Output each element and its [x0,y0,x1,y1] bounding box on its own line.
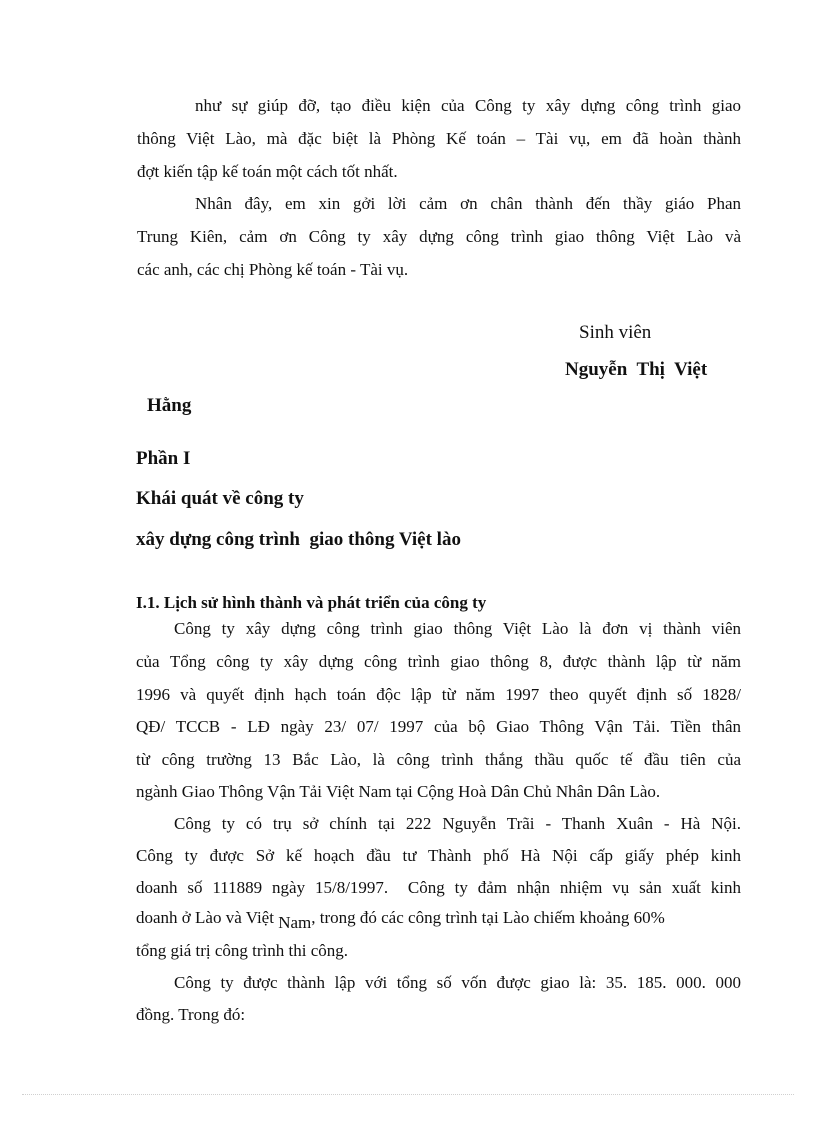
part-title-line-1: Khái quát về công ty [136,488,304,509]
section-p1-line-1: Công ty xây dựng công trình giao thông Việt Lào là đơn vị thành viên [174,619,741,638]
section-p1-line-6: ngành Giao Thông Vận Tải Việt Nam tại Cộng Hoà Dân Chủ Nhân Dân Lào. [136,782,661,801]
page-bottom-dotted-border [22,1094,794,1095]
section-p2-line-2: Công ty được Sở kế hoạch đầu tư Thành phố Hà Nội cấp giấy phép kinh [136,846,741,865]
intro-p2-line-2: Trung Kiên, cảm ơn Công ty xây dựng công trình giao thông Việt Lào và [137,227,741,246]
section-p2-line-1: Công ty có trụ sở chính tại 222 Nguyễn Trãi - Thanh Xuân - Hà Nội. [174,814,741,833]
section-p2-line-4-b: , trong đó các công trình tại Lào chiếm khoảng 60% [311,908,665,927]
intro-p1-line-1: như sự giúp đỡ, tạo điều kiện của Công ty xây dựng công trình giao [195,96,741,115]
section-p2-line-3: doanh số 111889 ngày 15/8/1997. Công ty đảm nhận nhiệm vụ sản xuất kinh [136,878,741,897]
signature-name: Nguyễn Thị Việt [565,359,708,380]
intro-p2-line-1: Nhân đây, em xin gởi lời cảm ơn chân thành đến thầy giáo Phan [195,194,741,213]
section-p1-line-3: 1996 và quyết định hạch toán độc lập từ năm 1997 theo quyết định số 1828/ [136,685,741,704]
intro-p1-line-3: đợt kiến tập kế toán một cách tốt nhất. [137,162,398,181]
part-label: Phần I [136,448,191,469]
intro-p2-line-3: các anh, các chị Phòng kế toán - Tài vụ. [137,260,409,279]
signature-name-cont: Hằng [147,395,192,416]
intro-p1-line-2: thông Việt Lào, mà đặc biệt là Phòng Kế toán – Tài vụ, em đã hoàn thành [137,129,741,148]
section-p2-line-4 [136,907,665,932]
section-p3-line-2: đồng. Trong đó: [136,1005,246,1024]
section-p1-line-2: của Tổng công ty xây dựng công trình giao thông 8, được thành lập từ năm [136,652,741,671]
section-p2-line-4-a: doanh ở Lào và Việt [136,908,279,927]
section-p2-line-5: tổng giá trị công trình thi công. [136,941,348,960]
section-p1-line-4: QĐ/ TCCB - LĐ ngày 23/ 07/ 1997 của bộ Giao Thông Vận Tải. Tiền thân [136,717,741,736]
section-p3-line-1: Công ty được thành lập với tổng số vốn được giao là: 35. 185. 000. 000 [174,973,741,992]
part-title-line-2: xây dựng công trình giao thông Việt lào [136,529,461,550]
section-p1-line-5: từ công trường 13 Bắc Lào, là công trình thắng thầu quốc tế đầu tiên của [136,750,741,769]
section-p2-line-4-sub: Nam [278,913,312,932]
signature-role: Sinh viên [579,322,652,343]
section-heading: I.1. Lịch sử hình thành và phát triển của công ty [136,593,487,612]
